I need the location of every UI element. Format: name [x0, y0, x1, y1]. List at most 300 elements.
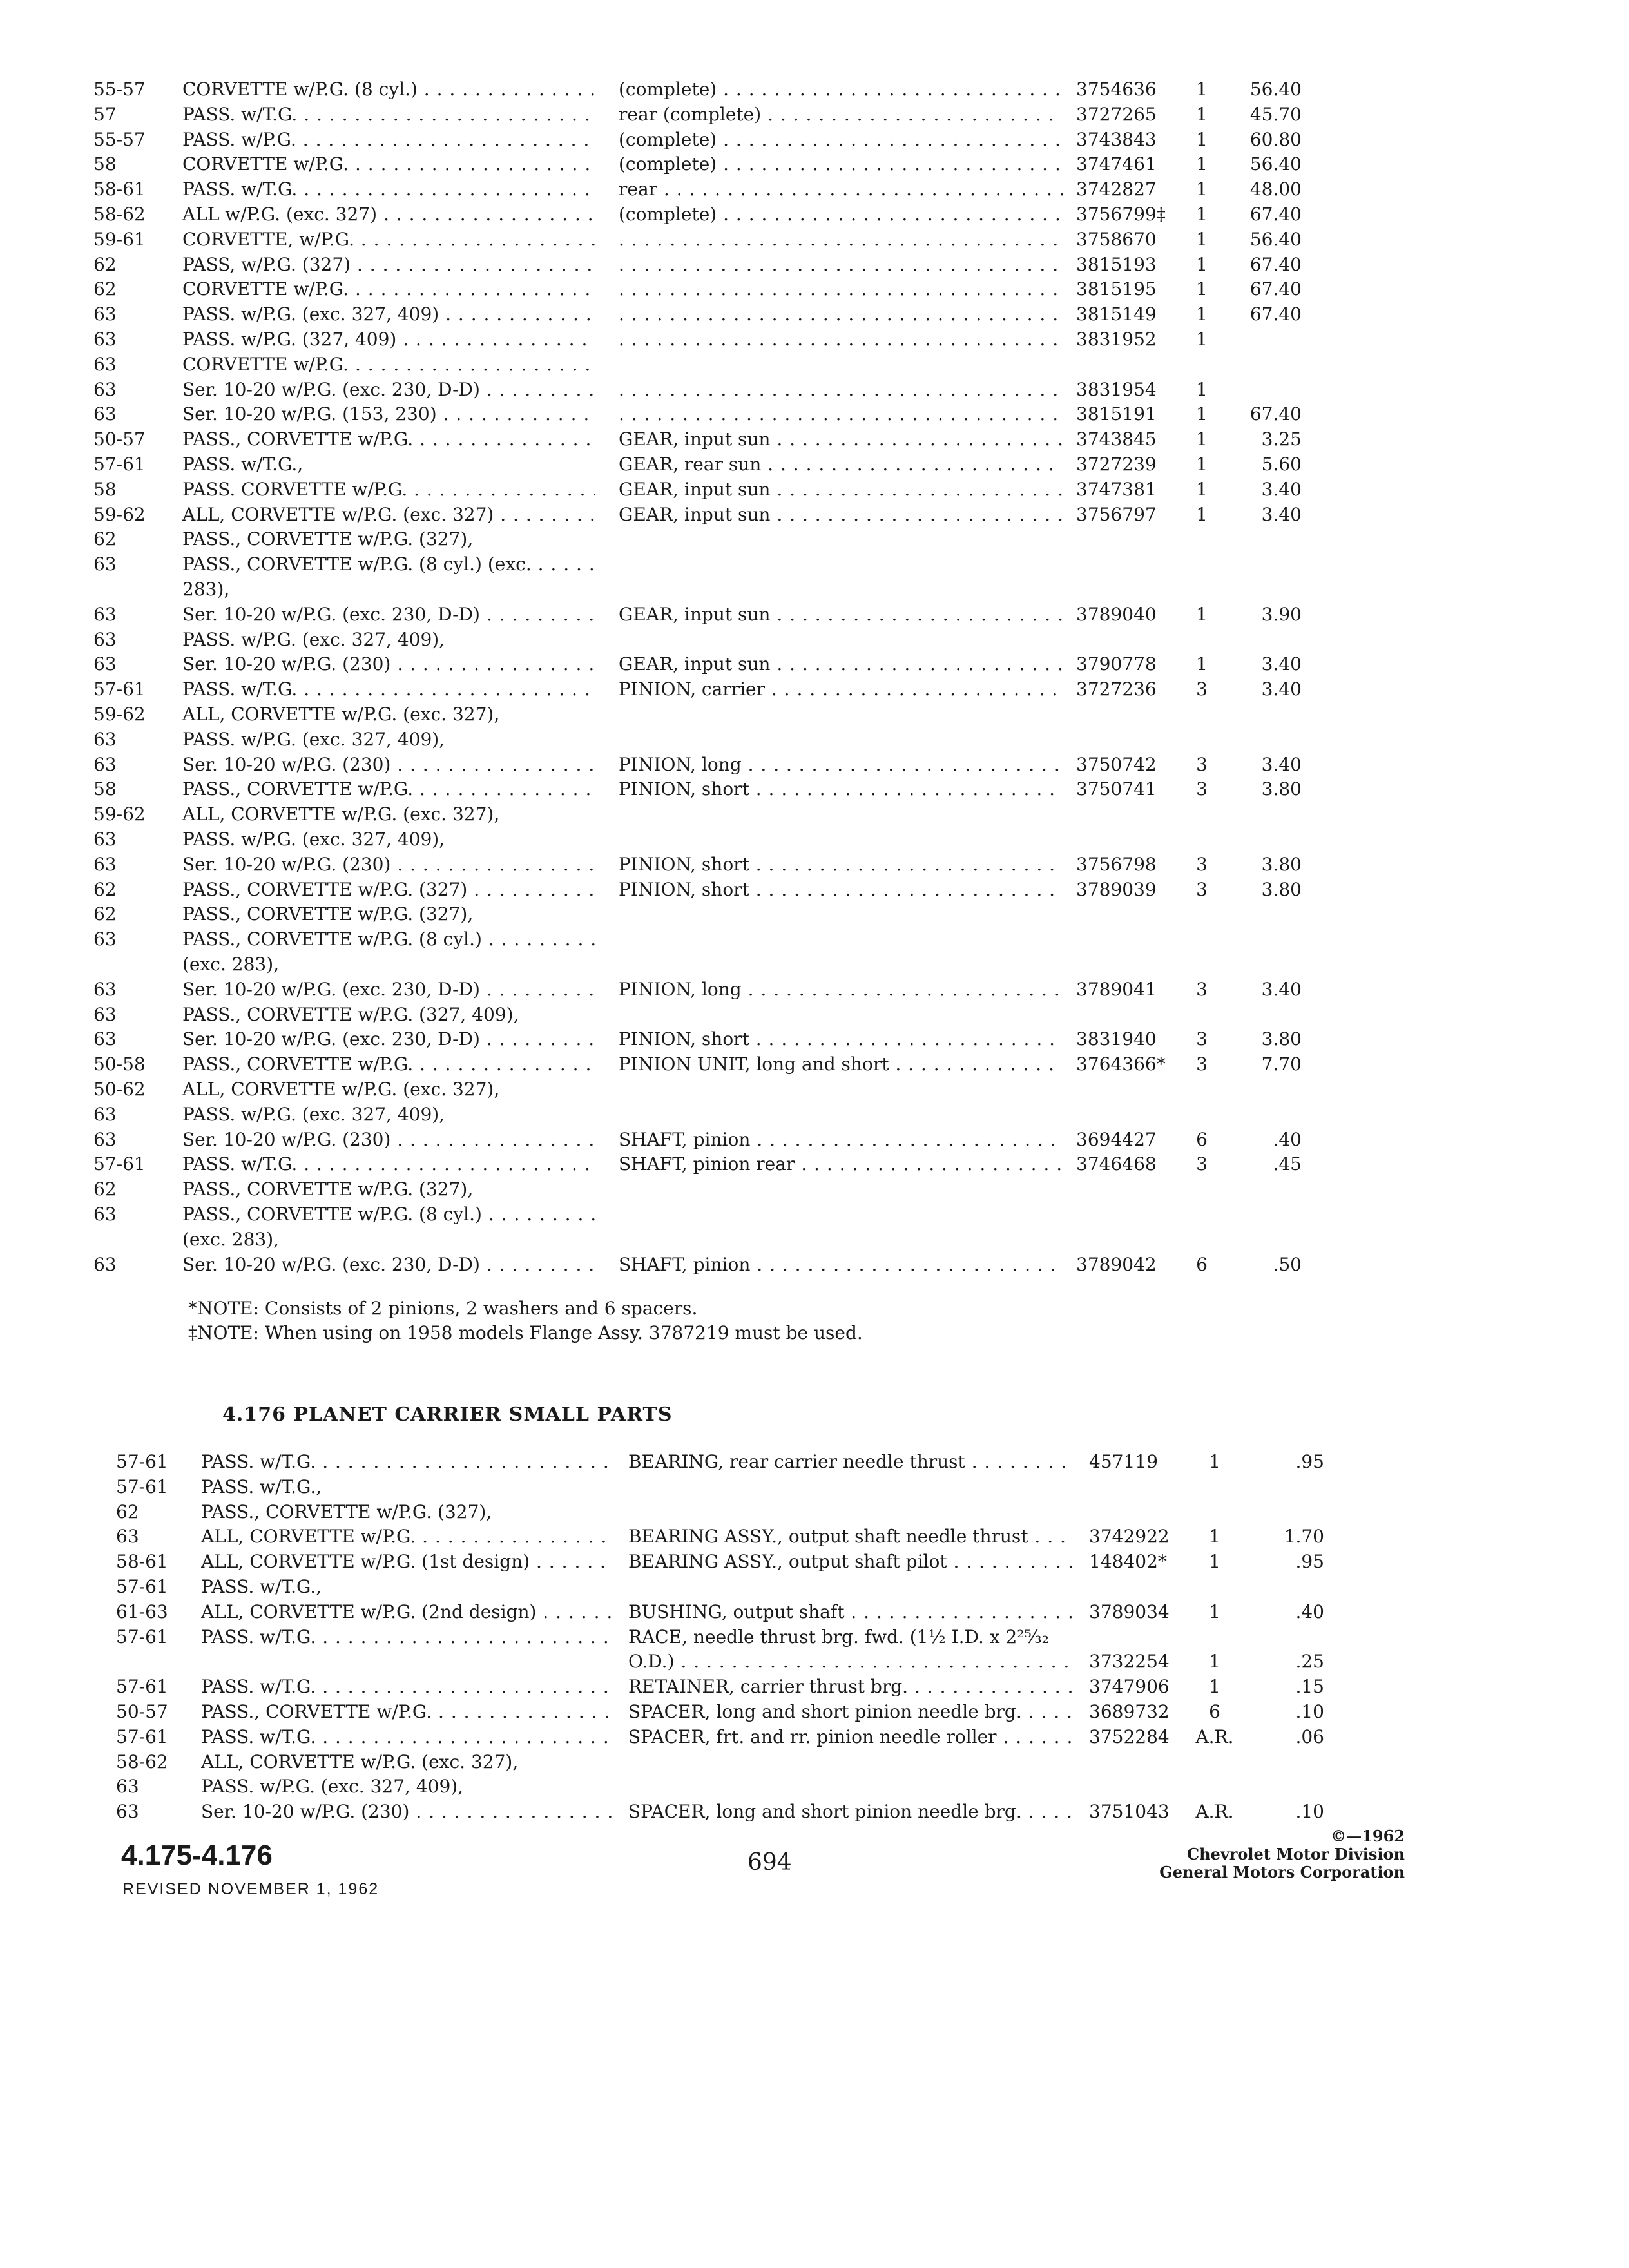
list-price: 56.40 [1249, 153, 1302, 175]
application: PASS. w/T.G. . . . [201, 1625, 613, 1649]
table-row [0, 977, 1629, 1002]
part-description: (complete) . . . [619, 152, 1063, 177]
list-price: 3.80 [1261, 778, 1302, 800]
list-price: 67.40 [1249, 303, 1302, 325]
quantity: 1 [1196, 128, 1208, 150]
application: CORVETTE, w/P.G. . . . [182, 227, 595, 252]
table-row [0, 1128, 1629, 1152]
part-number: 3815195 [1076, 278, 1157, 300]
table-row [0, 227, 1629, 252]
table-row [0, 602, 1629, 627]
quantity: 1 [1209, 1526, 1220, 1548]
model-year: 57-61 [93, 1153, 146, 1175]
quantity: 3 [1196, 778, 1208, 800]
quantity: 1 [1196, 253, 1208, 275]
application: PASS., CORVETTE w/P.G. (8 cyl.) . . . [182, 927, 595, 952]
model-year: 63 [93, 378, 117, 400]
quantity: 1 [1209, 1676, 1220, 1698]
list-price: 5.60 [1261, 454, 1302, 475]
list-price: 45.70 [1249, 103, 1302, 125]
quantity: 3 [1196, 1028, 1208, 1050]
part-number: 3750741 [1076, 778, 1157, 800]
table-row [0, 1152, 1629, 1177]
model-year: 58-61 [93, 178, 146, 200]
table-row [0, 1077, 1629, 1102]
quantity: 3 [1196, 1153, 1208, 1175]
quantity: 1 [1196, 228, 1208, 250]
table-row [0, 777, 1629, 802]
model-year: 58 [93, 153, 117, 175]
table-row [0, 1450, 1629, 1474]
part-number: 3754636 [1076, 79, 1157, 100]
application: (exc. 283), [182, 954, 280, 975]
section-4176-title: 4.176 PLANET CARRIER SMALL PARTS [222, 1403, 673, 1426]
list-price: 3.40 [1261, 653, 1302, 675]
part-number: 3742922 [1089, 1526, 1170, 1548]
application: PASS. w/P.G. (exc. 327, 409), [182, 728, 445, 750]
part-description: (complete) . . . [619, 202, 1063, 227]
model-year: 63 [116, 1526, 139, 1548]
part-description: SPACER, long and short pinion needle brg. . . . [628, 1800, 1073, 1824]
application: CORVETTE w/P.G. (8 cyl.) . . . [182, 77, 595, 102]
part-description: (complete) . . . [619, 77, 1063, 102]
table-row [0, 878, 1629, 902]
model-year: 59-62 [93, 704, 146, 725]
model-year: 50-62 [93, 1079, 146, 1100]
part-number: 3752284 [1089, 1725, 1170, 1747]
application: Ser. 10-20 w/P.G. (230) . . . [182, 753, 595, 777]
model-year: 59-62 [93, 803, 146, 825]
application: PASS. w/P.G. (exc. 327, 409), [182, 628, 445, 650]
list-price: 7.70 [1261, 1053, 1302, 1075]
model-year: 63 [93, 403, 117, 425]
model-year: 63 [93, 1028, 117, 1050]
quantity: 1 [1196, 79, 1208, 100]
quantity: 1 [1196, 653, 1208, 675]
part-number: 3831954 [1076, 378, 1157, 400]
part-number: 3743845 [1076, 428, 1157, 450]
part-number: 3831940 [1076, 1028, 1157, 1050]
table-row [0, 1649, 1629, 1674]
part-number: 3789040 [1076, 603, 1157, 625]
part-number: 3815193 [1076, 253, 1157, 275]
quantity: 3 [1196, 878, 1208, 900]
part-description: SHAFT, pinion . . . [619, 1128, 1063, 1152]
part-number: 3764366* [1076, 1053, 1166, 1075]
note-flange-assy: ‡NOTE: When using on 1958 models Flange Assy. 3787219 must be used. [188, 1322, 863, 1343]
part-description: GEAR, input sun . . . [619, 652, 1063, 677]
application: 283), [182, 579, 230, 600]
list-price: 3.40 [1261, 753, 1302, 775]
list-price: 3.80 [1261, 878, 1302, 900]
part-number: 3815191 [1076, 403, 1157, 425]
part-number: 3815149 [1076, 303, 1157, 325]
application: PASS., CORVETTE w/P.G. (327, 409), [182, 1003, 519, 1025]
application: PASS., CORVETTE w/P.G. (327) . . . [182, 878, 595, 902]
table-row [0, 1475, 1629, 1499]
quantity: 1 [1196, 454, 1208, 475]
quantity: 1 [1196, 428, 1208, 450]
table-row [0, 577, 1629, 602]
table-row [0, 1725, 1629, 1749]
part-description: O.D.) . . . [628, 1649, 1073, 1674]
table-row [0, 1003, 1629, 1027]
quantity: 3 [1196, 753, 1208, 775]
list-price: 3.25 [1261, 428, 1302, 450]
part-description: BEARING ASSY., output shaft pilot . . . [628, 1550, 1073, 1574]
model-year: 62 [93, 903, 117, 925]
table-row [0, 1675, 1629, 1699]
table-row [0, 503, 1629, 527]
application: ALL, CORVETTE w/P.G. (exc. 327), [182, 704, 500, 725]
part-number: 3789041 [1076, 978, 1157, 1000]
application: ALL, CORVETTE w/P.G. (exc. 327) . . . [182, 503, 595, 527]
part-description: PINION, short . . . [619, 878, 1063, 902]
application: PASS. w/T.G. . . . [182, 177, 595, 202]
table-row [0, 177, 1629, 202]
table-row [0, 628, 1629, 652]
list-price: 56.40 [1249, 79, 1302, 100]
part-number: 3694427 [1076, 1128, 1157, 1150]
table-row [0, 1700, 1629, 1724]
part-description: GEAR, input sun . . . [619, 427, 1063, 452]
part-description: SPACER, long and short pinion needle brg. . . . [628, 1700, 1073, 1724]
quantity: 1 [1209, 1551, 1220, 1573]
part-number: 3831952 [1076, 329, 1157, 350]
model-year: 63 [93, 1003, 117, 1025]
model-year: 62 [93, 528, 117, 550]
list-price: 67.40 [1249, 278, 1302, 300]
part-description: BUSHING, output shaft . . . [628, 1600, 1073, 1624]
table-row [0, 1227, 1629, 1252]
part-number: 3758670 [1076, 228, 1157, 250]
list-price: 67.40 [1249, 403, 1302, 425]
model-year: 58-62 [116, 1751, 168, 1773]
application: PASS., CORVETTE w/P.G. (327), [201, 1501, 492, 1523]
model-year: 61-63 [116, 1600, 168, 1622]
application: ALL, CORVETTE w/P.G. (2nd design) . . . [201, 1600, 613, 1624]
table-row [0, 702, 1629, 727]
model-year: 63 [93, 329, 117, 350]
table-row [0, 1027, 1629, 1052]
model-year: 57-61 [116, 1626, 168, 1648]
model-year: 63 [93, 303, 117, 325]
part-description: rear (complete) . . . [619, 102, 1063, 127]
model-year: 58 [93, 478, 117, 500]
table-row [0, 1575, 1629, 1599]
table-row [0, 1800, 1629, 1824]
application: Ser. 10-20 w/P.G. (exc. 230, D-D) . . . [182, 1027, 595, 1052]
part-description: PINION, short . . . [619, 1027, 1063, 1052]
application: PASS, w/P.G. (327) . . . [182, 253, 595, 277]
model-year: 55-57 [93, 79, 146, 100]
model-year: 62 [93, 253, 117, 275]
application: PASS. w/T.G., [182, 454, 304, 475]
list-price: 3.80 [1261, 853, 1302, 875]
model-year: 63 [93, 1103, 117, 1125]
list-price: 1.70 [1284, 1526, 1324, 1548]
table-row [0, 952, 1629, 977]
table-row [0, 452, 1629, 477]
dot-leader [619, 227, 1063, 252]
quantity: 1 [1196, 378, 1208, 400]
part-description: SHAFT, pinion rear . . . [619, 1152, 1063, 1177]
application: PASS. w/P.G. (327, 409) . . . [182, 327, 595, 352]
list-price: 3.90 [1261, 603, 1302, 625]
list-price: .95 [1295, 1451, 1324, 1472]
table-row [0, 1750, 1629, 1774]
list-price: .95 [1295, 1551, 1324, 1573]
list-price: .10 [1295, 1701, 1324, 1722]
model-year: 57-61 [116, 1451, 168, 1472]
table-row [0, 1774, 1629, 1799]
model-year: 63 [93, 928, 117, 950]
application: PASS., CORVETTE w/P.G. (8 cyl.) . . . [182, 1202, 595, 1227]
part-number: 3742827 [1076, 178, 1157, 200]
model-year: 63 [93, 978, 117, 1000]
table-row [0, 277, 1629, 302]
application: PASS. w/P.G. (exc. 327, 409), [201, 1776, 464, 1798]
list-price: .06 [1295, 1725, 1324, 1747]
dot-leader [619, 402, 1063, 427]
list-price: .10 [1295, 1801, 1324, 1823]
model-year: 63 [93, 728, 117, 750]
model-year: 63 [93, 603, 117, 625]
list-price: 48.00 [1249, 178, 1302, 200]
table-row [0, 852, 1629, 877]
application: PASS. w/T.G. . . . [182, 1152, 595, 1177]
table-row [0, 302, 1629, 327]
model-year: 57-61 [93, 454, 146, 475]
part-description: GEAR, input sun . . . [619, 503, 1063, 527]
model-year: 59-61 [93, 228, 146, 250]
list-price: .45 [1273, 1153, 1302, 1175]
quantity: 1 [1209, 1451, 1220, 1472]
model-year: 63 [93, 1204, 117, 1225]
application: ALL, CORVETTE w/P.G. (1st design) . . . [201, 1550, 613, 1574]
list-price: 56.40 [1249, 228, 1302, 250]
application: PASS. w/T.G. . . . [201, 1450, 613, 1474]
model-year: 58 [93, 778, 117, 800]
application: PASS. w/T.G. . . . [182, 677, 595, 702]
part-description: PINION, short . . . [619, 777, 1063, 802]
part-description: PINION, short . . . [619, 852, 1063, 877]
model-year: 57-61 [116, 1475, 168, 1497]
part-number: 3756799‡ [1076, 204, 1166, 225]
application: PASS. w/T.G., [201, 1475, 322, 1497]
quantity: 1 [1209, 1651, 1220, 1673]
table-row [0, 527, 1629, 552]
application: CORVETTE w/P.G. . . . [182, 152, 595, 177]
table-row [0, 128, 1629, 152]
part-number: 3746468 [1076, 1153, 1157, 1175]
model-year: 63 [93, 753, 117, 775]
application: PASS. w/T.G. . . . [201, 1675, 613, 1699]
application: PASS. w/P.G. (exc. 327, 409) . . . [182, 302, 595, 327]
table-row [0, 827, 1629, 852]
page-number: 694 [747, 1849, 792, 1876]
list-price: 3.80 [1261, 1028, 1302, 1050]
list-price: 3.40 [1261, 678, 1302, 700]
application: PASS. w/P.G. (exc. 327, 409), [182, 829, 445, 850]
table-row [0, 77, 1629, 102]
table-row [0, 727, 1629, 752]
model-year: 63 [93, 853, 117, 875]
dot-leader [619, 277, 1063, 302]
part-number: 148402* [1089, 1551, 1167, 1573]
quantity: A.R. [1195, 1725, 1234, 1747]
application: PASS., CORVETTE w/P.G. (8 cyl.) (exc. . . . [182, 552, 595, 577]
part-number: 3747381 [1076, 478, 1157, 500]
application: PASS. w/T.G., [201, 1576, 322, 1597]
table-row [0, 352, 1629, 377]
list-price: 3.40 [1261, 478, 1302, 500]
application: PASS. w/P.G. (exc. 327, 409), [182, 1103, 445, 1125]
table-row [0, 1500, 1629, 1524]
table-row [0, 1177, 1629, 1202]
part-description: PINION, carrier . . . [619, 677, 1063, 702]
part-number: 3727236 [1076, 678, 1157, 700]
quantity: 1 [1196, 153, 1208, 175]
quantity: 1 [1196, 103, 1208, 125]
application: Ser. 10-20 w/P.G. (exc. 230, D-D) . . . [182, 378, 595, 402]
footer-corporation: General Motors Corporation [1159, 1863, 1405, 1881]
table-row [0, 552, 1629, 577]
footer-revised-date: REVISED NOVEMBER 1, 1962 [122, 1880, 380, 1898]
table-row [0, 202, 1629, 227]
application: (exc. 283), [182, 1228, 280, 1250]
quantity: 3 [1196, 1053, 1208, 1075]
model-year: 62 [93, 878, 117, 900]
table-row [0, 327, 1629, 352]
part-description: BEARING ASSY., output shaft needle thrust . . . [628, 1524, 1073, 1549]
model-year: 63 [93, 553, 117, 575]
application: PASS., CORVETTE w/P.G. . . . [201, 1700, 613, 1724]
quantity: 3 [1196, 678, 1208, 700]
part-description: PINION, long . . . [619, 753, 1063, 777]
part-description: RACE, needle thrust brg. fwd. (1½ I.D. x 2²⁵⁄₃₂ [628, 1626, 1049, 1648]
part-number: 3789039 [1076, 878, 1157, 900]
model-year: 62 [93, 1178, 117, 1200]
model-year: 63 [116, 1801, 139, 1823]
model-year: 63 [93, 1128, 117, 1150]
table-row [0, 477, 1629, 502]
table-row [0, 152, 1629, 177]
model-year: 58-61 [116, 1551, 168, 1573]
part-number: 3727265 [1076, 103, 1157, 125]
application: Ser. 10-20 w/P.G. (230) . . . [201, 1800, 613, 1824]
part-number: 3751043 [1089, 1801, 1170, 1823]
table-row [0, 927, 1629, 952]
application: PASS., CORVETTE w/P.G. . . . [182, 777, 595, 802]
application: PASS., CORVETTE w/P.G. (327), [182, 528, 474, 550]
quantity: 1 [1196, 178, 1208, 200]
application: PASS. w/P.G. . . . [182, 128, 595, 152]
footer-section-number: 4.175-4.176 [121, 1840, 273, 1871]
table-row [0, 1202, 1629, 1227]
model-year: 57 [93, 103, 117, 125]
application: Ser. 10-20 w/P.G. (230) . . . [182, 1128, 595, 1152]
dot-leader [619, 327, 1063, 352]
application: Ser. 10-20 w/P.G. (230) . . . [182, 852, 595, 877]
quantity: 1 [1196, 204, 1208, 225]
dot-leader [619, 302, 1063, 327]
application: ALL w/P.G. (exc. 327) . . . [182, 202, 595, 227]
application: ALL, CORVETTE w/P.G. (exc. 327), [182, 1079, 500, 1100]
application: PASS., CORVETTE w/P.G. (327), [182, 1178, 474, 1200]
model-year: 63 [116, 1776, 139, 1798]
list-price: .40 [1295, 1600, 1324, 1622]
model-year: 50-58 [93, 1053, 146, 1075]
quantity: 1 [1196, 503, 1208, 525]
part-number: 457119 [1089, 1451, 1158, 1472]
list-price: 60.80 [1249, 128, 1302, 150]
application: PASS., CORVETTE w/P.G. . . . [182, 427, 595, 452]
table-row [0, 802, 1629, 827]
quantity: A.R. [1195, 1801, 1234, 1823]
quantity: 1 [1196, 303, 1208, 325]
application: Ser. 10-20 w/P.G. (exc. 230, D-D) . . . [182, 1253, 595, 1277]
model-year: 58-62 [93, 204, 146, 225]
table-row [0, 1524, 1629, 1549]
quantity: 1 [1196, 403, 1208, 425]
model-year: 57-61 [93, 678, 146, 700]
footer-publisher [1018, 1827, 1405, 1881]
application: ALL, CORVETTE w/P.G. (exc. 327), [182, 803, 500, 825]
quantity: 3 [1196, 978, 1208, 1000]
footer-division: Chevrolet Motor Division [1187, 1845, 1405, 1863]
table-row [0, 1600, 1629, 1624]
part-description: PINION, long . . . [619, 977, 1063, 1002]
part-description: SPACER, frt. and rr. pinion needle roller . . . [628, 1725, 1073, 1749]
part-number: 3789042 [1076, 1253, 1157, 1275]
quantity: 3 [1196, 853, 1208, 875]
part-description: PINION UNIT, long and short . . . [619, 1052, 1063, 1077]
application: PASS. w/T.G. . . . [201, 1725, 613, 1749]
list-price: .40 [1273, 1128, 1302, 1150]
application: Ser. 10-20 w/P.G. (153, 230) . . . [182, 402, 595, 427]
list-price: 3.40 [1261, 503, 1302, 525]
table-row [0, 427, 1629, 452]
part-number: 3790778 [1076, 653, 1157, 675]
part-description: BEARING, rear carrier needle thrust . . . [628, 1450, 1073, 1474]
part-number: 3689732 [1089, 1701, 1170, 1722]
part-number: 3747906 [1089, 1676, 1170, 1698]
table-row [0, 1625, 1629, 1649]
part-number: 3732254 [1089, 1651, 1170, 1673]
application: CORVETTE w/P.G. . . . [182, 277, 595, 302]
dot-leader [619, 253, 1063, 277]
quantity: 1 [1196, 278, 1208, 300]
part-description: (complete) . . . [619, 128, 1063, 152]
table-row [0, 102, 1629, 127]
footer-copyright: ©—1962 [1331, 1827, 1405, 1845]
table-row [0, 753, 1629, 777]
table-row [0, 1550, 1629, 1574]
part-description: GEAR, rear sun . . . [619, 452, 1063, 477]
application: PASS. w/T.G. . . . [182, 102, 595, 127]
part-description: GEAR, input sun . . . [619, 477, 1063, 502]
quantity: 6 [1196, 1253, 1208, 1275]
table-row [0, 1253, 1629, 1277]
application: PASS. CORVETTE w/P.G. . . . [182, 477, 595, 502]
application: Ser. 10-20 w/P.G. (exc. 230, D-D) . . . [182, 602, 595, 627]
model-year: 63 [93, 628, 117, 650]
list-price: 67.40 [1249, 253, 1302, 275]
application: PASS., CORVETTE w/P.G. (327), [182, 903, 474, 925]
dot-leader [619, 378, 1063, 402]
part-description: SHAFT, pinion . . . [619, 1253, 1063, 1277]
